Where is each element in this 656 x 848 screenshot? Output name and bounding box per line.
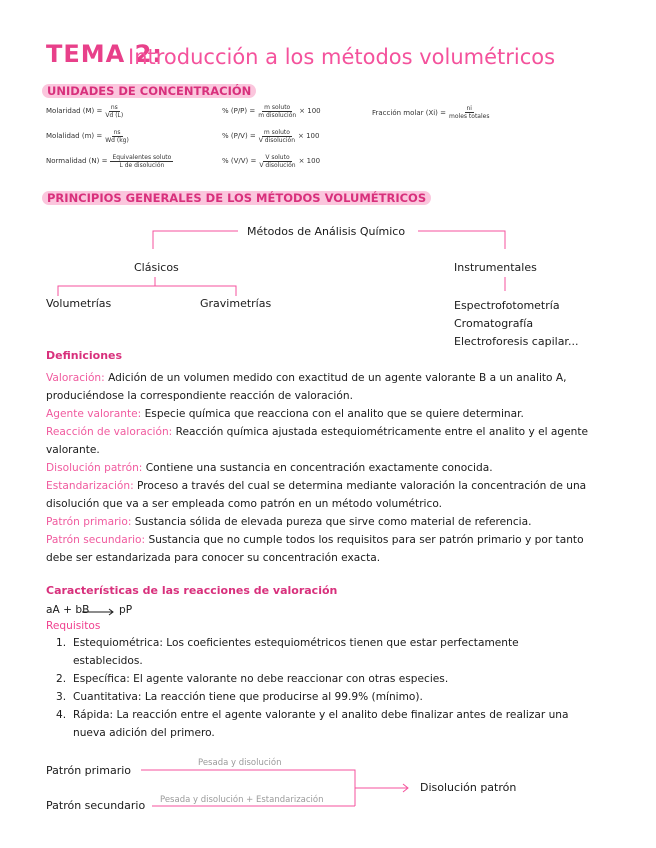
requirements-label: Requisitos	[46, 620, 101, 632]
formula-fraccion-molar: Fracción molar (Xi) = $\frac{ni}{\text{moles totales}}$	[372, 105, 490, 120]
definitions-list	[46, 369, 598, 567]
requirement-item: 3. Cuantitativa: La reacción tiene que producirse al 99.9% (mínimo).	[56, 691, 423, 703]
std-primary-note: Pesada y disolución	[198, 758, 282, 768]
formula-pv: % (P/V) = $\frac{\text{m soluto}}{\text{V disolución}}$ × 100	[222, 128, 320, 144]
def-estandarizacion: Estandarización: Proceso a través del cual se determina mediante valoración la concentración de una disolución que va a ser empleada como patrón en un método volumétrico.	[46, 480, 587, 510]
tree-volumetrias: Volumetrías	[46, 297, 112, 310]
title-tema: TEMA 2:	[46, 40, 163, 68]
def-disolucion-patron: Disolución patrón: Contiene una sustancia en concentración exactamente conocida.	[46, 462, 493, 474]
tree-classic: Clásicos	[134, 261, 179, 274]
std-secondary-note: Pesada y disolución + Estandarización	[160, 795, 324, 805]
formula-molalidad: Molalidad (m) = $\frac{ns}{Wd (kg)}$	[46, 128, 129, 144]
std-primary: Patrón primario	[46, 764, 131, 777]
std-result: Disolución patrón	[420, 781, 517, 794]
equation-right: pP	[119, 604, 133, 616]
tree-instrumental: Instrumentales	[454, 261, 537, 274]
tree-root: Métodos de Análisis Químico	[247, 225, 406, 238]
requirement-item: 1. Estequiométrica: Los coeficientes estequiométricos tienen que estar perfectamente establecidos.	[56, 637, 519, 667]
std-secondary: Patrón secundario	[46, 799, 146, 812]
def-valoracion: Valoración: Adición de un volumen medido con exactitud de un agente valorante B a un analito A, produciéndose la correspondiente reacción de valoración.	[46, 372, 567, 402]
def-agente-valorante: Agente valorante: Especie química que reacciona con el analito que se quiere determinar.	[46, 408, 524, 420]
requirement-item: 4. Rápida: La reacción entre el agente valorante y el analito debe finalizar antes de realizar una nueva adición del primero.	[56, 709, 569, 739]
formula-vv: % (V/V) = $\frac{\text{V soluto}}{\text{V disolución}}$ × 100	[222, 153, 321, 169]
reactions-heading: Características de las reacciones de valoración	[46, 584, 338, 597]
requirement-item: 2. Específica: El agente valorante no debe reaccionar con otras especies.	[56, 673, 449, 685]
tree-electroforesis: Electroforesis capilar...	[454, 335, 579, 348]
tree-gravimetrias: Gravimetrías	[200, 297, 272, 310]
title-subtitle: Introducción a los métodos volumétricos	[128, 45, 556, 69]
tree-line-classic-children	[58, 286, 236, 296]
formula-pp: % (P/P) = $\frac{\text{m soluto}}{\text{m disolución}}$ × 100	[222, 103, 321, 119]
equation-left: aA + bB	[46, 604, 90, 616]
tree-instrumental-list	[454, 297, 578, 351]
principles-heading: PRINCIPIOS GENERALES DE LOS MÉTODOS VOLUMÉTRICOS	[42, 187, 431, 206]
tree-cromatografia: Cromatografía	[454, 317, 534, 330]
def-patron-primario: Patrón primario: Sustancia sólida de elevada pureza que sirve como material de referencia.	[46, 516, 532, 528]
def-patron-secundario: Patrón secundario: Sustancia que no cumple todos los requisitos para ser patrón primario y por tanto debe ser estandarizada para conocer su concentración exacta.	[46, 534, 584, 564]
requirements-list	[56, 634, 588, 742]
definitions-heading: Definiciones	[46, 349, 123, 362]
tree-line-right	[418, 231, 505, 249]
tree-espectrofotometria: Espectrofotometría	[454, 299, 560, 312]
formula-normalidad: Normalidad (N) = $\frac{\text{Equivalentes soluto}}{\text{L de disolución}}$	[46, 153, 172, 169]
tree-line-left	[153, 231, 238, 249]
units-heading: UNIDADES DE CONCENTRACIÓN	[42, 80, 256, 99]
formula-molaridad: Molaridad (M) = $\frac{ns}{Vd (L)}$	[46, 103, 124, 119]
def-reaccion-valoracion: Reacción de valoración: Reacción química ajustada estequiométricamente entre el analito y el agente valorante.	[46, 426, 589, 456]
